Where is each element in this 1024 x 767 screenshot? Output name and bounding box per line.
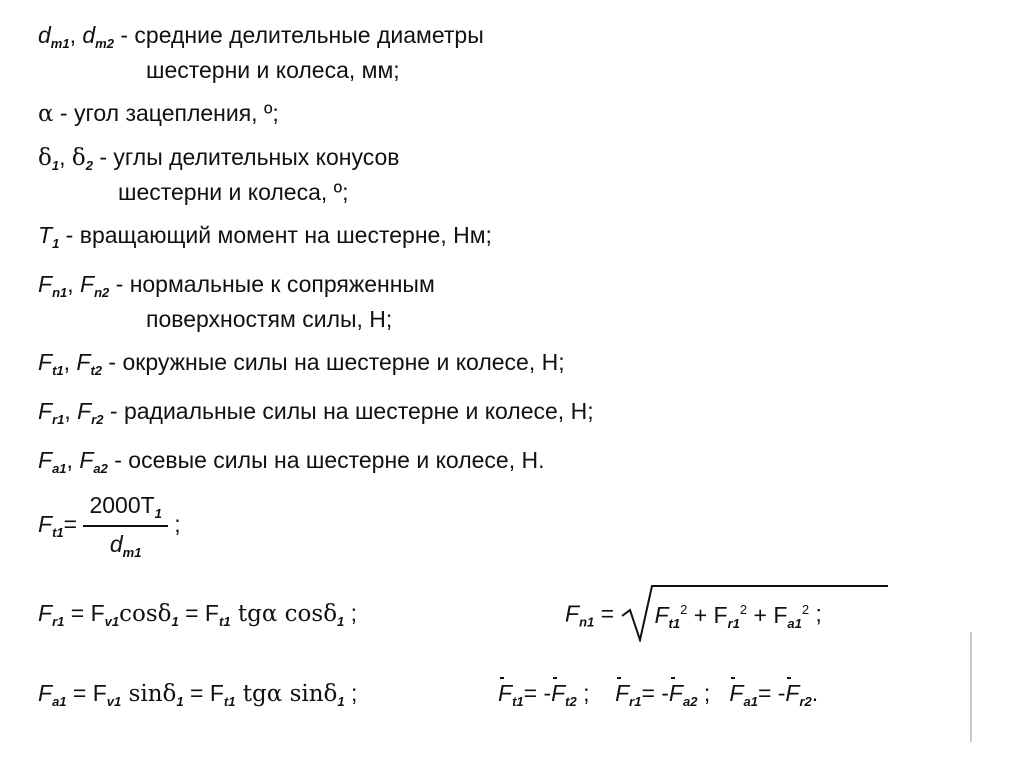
definition-delta	[38, 144, 998, 205]
definition-continuation: шестерни и колеса, º;	[118, 179, 349, 205]
definition-text: - радиальные силы на шестерне и колесе, Н;	[103, 398, 594, 424]
subscript: m2	[95, 36, 114, 51]
right-edge-divider	[970, 632, 972, 742]
subscript: v1	[106, 694, 122, 709]
subscript: n2	[94, 285, 110, 300]
subscript: r2	[799, 694, 812, 709]
subscript: n1	[52, 285, 68, 300]
subscript: r1	[629, 694, 642, 709]
formula-text: + F	[687, 602, 728, 628]
numerator	[83, 492, 167, 527]
subscript: 1	[52, 236, 60, 251]
formula-text: sinδ	[121, 681, 177, 707]
symbol-delta: δ	[71, 145, 86, 171]
vector-symbol: F	[729, 680, 744, 706]
formula-fr1	[38, 600, 357, 629]
subscript: r2	[91, 412, 104, 427]
definition-text: - осевые силы на шестерне и колесе, Н.	[107, 447, 545, 473]
formula-text: cosδ	[119, 601, 172, 627]
formula-text: = -	[757, 680, 786, 706]
superscript: 2	[801, 602, 810, 617]
vector-symbol: F	[785, 680, 800, 706]
definitions-list	[38, 22, 998, 499]
formula-text: = F	[183, 680, 224, 706]
subscript: v1	[104, 614, 120, 629]
semicolon: ;	[809, 600, 822, 627]
subscript: 1	[51, 158, 60, 173]
separator: ,	[63, 349, 77, 375]
formula-text: = F	[66, 680, 107, 706]
subscript: 2	[85, 158, 93, 173]
symbol-f: F	[80, 271, 95, 297]
definition-torque	[38, 222, 998, 257]
symbol-f: F	[38, 600, 53, 626]
symbol-f: F	[77, 398, 92, 424]
semicolon: ;	[344, 680, 358, 706]
subscript: 1	[154, 506, 162, 521]
definition-fr	[38, 398, 998, 433]
symbol-f: F	[565, 600, 580, 627]
period: .	[811, 680, 819, 706]
formula-text: + F	[747, 602, 788, 628]
formula-text: = F	[64, 600, 105, 626]
formula-fa1	[38, 680, 357, 709]
symbol-f: F	[79, 447, 94, 473]
definition-ft	[38, 349, 998, 384]
subscript: t2	[90, 363, 103, 378]
definition-text: - угол зацепления, º;	[53, 100, 279, 126]
subscript: t2	[565, 694, 577, 709]
symbol-f: F	[38, 511, 53, 538]
subscript: t1	[218, 614, 231, 629]
separator: ,	[67, 271, 81, 297]
subscript: a2	[93, 461, 108, 476]
symbol-f: F	[38, 349, 53, 375]
vector-symbol: F	[615, 680, 630, 706]
subscript: t1	[52, 525, 64, 541]
formula-text: = F	[178, 600, 219, 626]
symbol-f: F	[38, 271, 53, 297]
subscript: t1	[52, 363, 64, 378]
formula-text: = -	[641, 680, 669, 706]
square-root	[620, 600, 809, 631]
superscript: 2	[739, 602, 748, 617]
subscript: a1	[787, 616, 802, 631]
subscript: r1	[52, 614, 65, 629]
equals-sign: =	[594, 600, 615, 627]
definition-text: - окружные силы на шестерне и колесе, Н;	[102, 349, 565, 375]
symbol-f: F	[38, 680, 53, 706]
definition-text: - средние делительные диаметры	[113, 22, 484, 48]
symbol-f: F	[654, 602, 669, 628]
subscript: 1	[176, 694, 184, 709]
subscript: 1	[337, 614, 345, 629]
subscript: t1	[223, 694, 236, 709]
subscript: a1	[52, 694, 67, 709]
definition-continuation: шестерни и колеса, мм;	[146, 57, 400, 83]
denominator-text: d	[109, 531, 123, 557]
definition-fa	[38, 447, 998, 482]
formula-ft1	[38, 492, 181, 560]
symbol-t: T	[38, 222, 53, 248]
separator: ,	[66, 447, 80, 473]
vector-symbol: F	[551, 680, 566, 706]
definition-continuation: поверхностям силы, Н;	[146, 306, 393, 332]
superscript: 2	[680, 602, 688, 617]
equals-sign: =	[63, 511, 78, 538]
formula-text: tgα cosδ	[230, 601, 338, 627]
semicolon: ;	[174, 511, 181, 538]
formula-text: = -	[523, 680, 552, 706]
definition-fn	[38, 271, 998, 332]
subscript: t1	[512, 694, 524, 709]
symbol-d: d	[82, 22, 96, 48]
symbol-alpha: α	[38, 101, 54, 127]
definition-alpha	[38, 100, 998, 127]
numerator-text: 2000T	[89, 492, 155, 518]
definition-text: - вращающий момент на шестерне, Нм;	[59, 222, 492, 248]
subscript: r1	[52, 412, 65, 427]
subscript: m1	[122, 545, 142, 560]
subscript: a2	[682, 694, 698, 709]
symbol-f: F	[38, 398, 53, 424]
formula-fn1	[565, 600, 822, 631]
subscript: 1	[337, 694, 345, 709]
symbol-f: F	[38, 447, 53, 473]
separator: ,	[69, 22, 83, 48]
denominator	[83, 527, 167, 560]
semicolon: ;	[344, 600, 358, 626]
vector-symbol: F	[668, 680, 683, 706]
subscript: a1	[52, 461, 67, 476]
definition-dm	[38, 22, 998, 83]
symbol-f: F	[76, 349, 91, 375]
separator: ,	[64, 398, 78, 424]
subscript: m1	[50, 36, 70, 51]
subscript: a1	[743, 694, 758, 709]
subscript: r1	[727, 616, 740, 631]
semicolon: ;	[697, 680, 711, 706]
semicolon: ;	[576, 680, 590, 706]
subscript: 1	[171, 614, 179, 629]
separator: ,	[59, 144, 72, 170]
definition-text: - нормальные к сопряженным	[109, 271, 435, 297]
subscript: t1	[668, 616, 681, 631]
symbol-delta: δ	[38, 145, 52, 171]
formula-text: tgα sinδ	[235, 681, 338, 707]
symbol-d: d	[38, 22, 51, 48]
subscript: n1	[579, 614, 595, 630]
vector-symbol: F	[498, 680, 513, 706]
radical-sign-icon	[620, 582, 890, 642]
fraction	[83, 492, 167, 560]
formula-vector-equalities	[498, 680, 818, 709]
definition-text: - углы делительных конусов	[92, 144, 400, 170]
